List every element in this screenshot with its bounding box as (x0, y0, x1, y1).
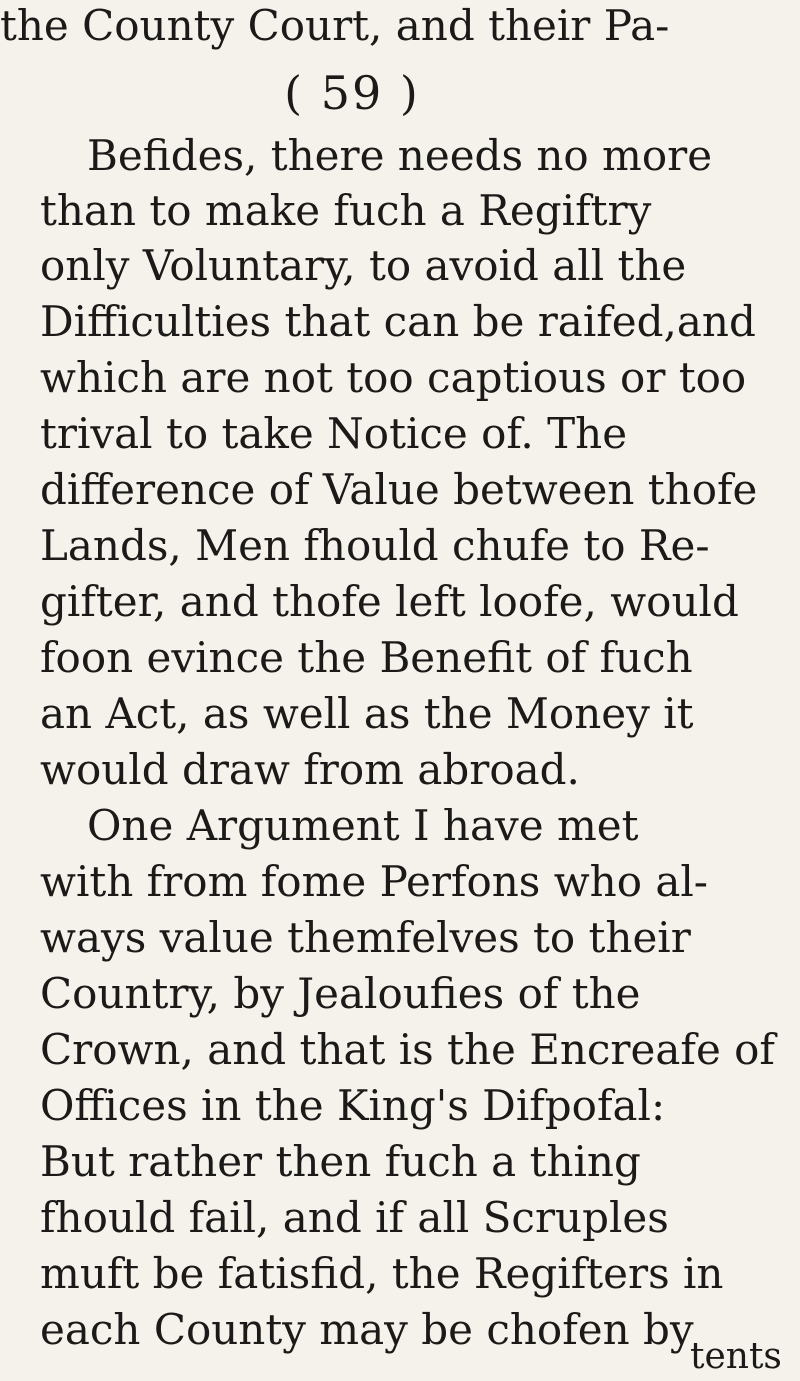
text-line: One Argument I have met (87, 801, 639, 850)
text-line: ways value themfelves to their (40, 913, 691, 962)
text-line: would draw from abroad. (40, 745, 580, 794)
text-line: Befides, there needs no more (87, 131, 713, 180)
text-line: trival to take Notice of. The (40, 409, 628, 458)
text-line: Crown, and that is the Encreafe of (40, 1025, 775, 1074)
text-line: gifter, and thofe left loofe, would (40, 577, 739, 626)
text-line: each County may be chofen by (40, 1305, 694, 1354)
page-number: ( 59 ) (284, 66, 420, 120)
text-line: than to make fuch a Regiftry (40, 186, 652, 235)
text-line: Offices in the King's Difpofal: (40, 1081, 666, 1130)
catchword: tents (690, 1336, 782, 1377)
text-line: only Voluntary, to avoid all the (40, 241, 687, 290)
text-line: which are not too captious or too (40, 353, 747, 402)
text-line: the County Court, and their Pa- (0, 1, 670, 50)
text-line: muft be fatisfid, the Regifters in (40, 1249, 724, 1298)
text-line: Country, by Jealoufies of the (40, 969, 641, 1018)
text-line: Difficulties that can be raifed,and (40, 297, 756, 346)
text-line: fhould fail, and if all Scruples (40, 1193, 669, 1242)
text-line: Lands, Men fhould chufe to Re- (40, 521, 710, 570)
text-line: an Act, as well as the Money it (40, 689, 694, 738)
text-line: with from fome Perfons who al- (40, 857, 709, 906)
text-line: foon evince the Benefit of fuch (40, 633, 693, 682)
text-line: difference of Value between thofe (40, 465, 758, 514)
text-line: But rather then fuch a thing (40, 1137, 641, 1186)
